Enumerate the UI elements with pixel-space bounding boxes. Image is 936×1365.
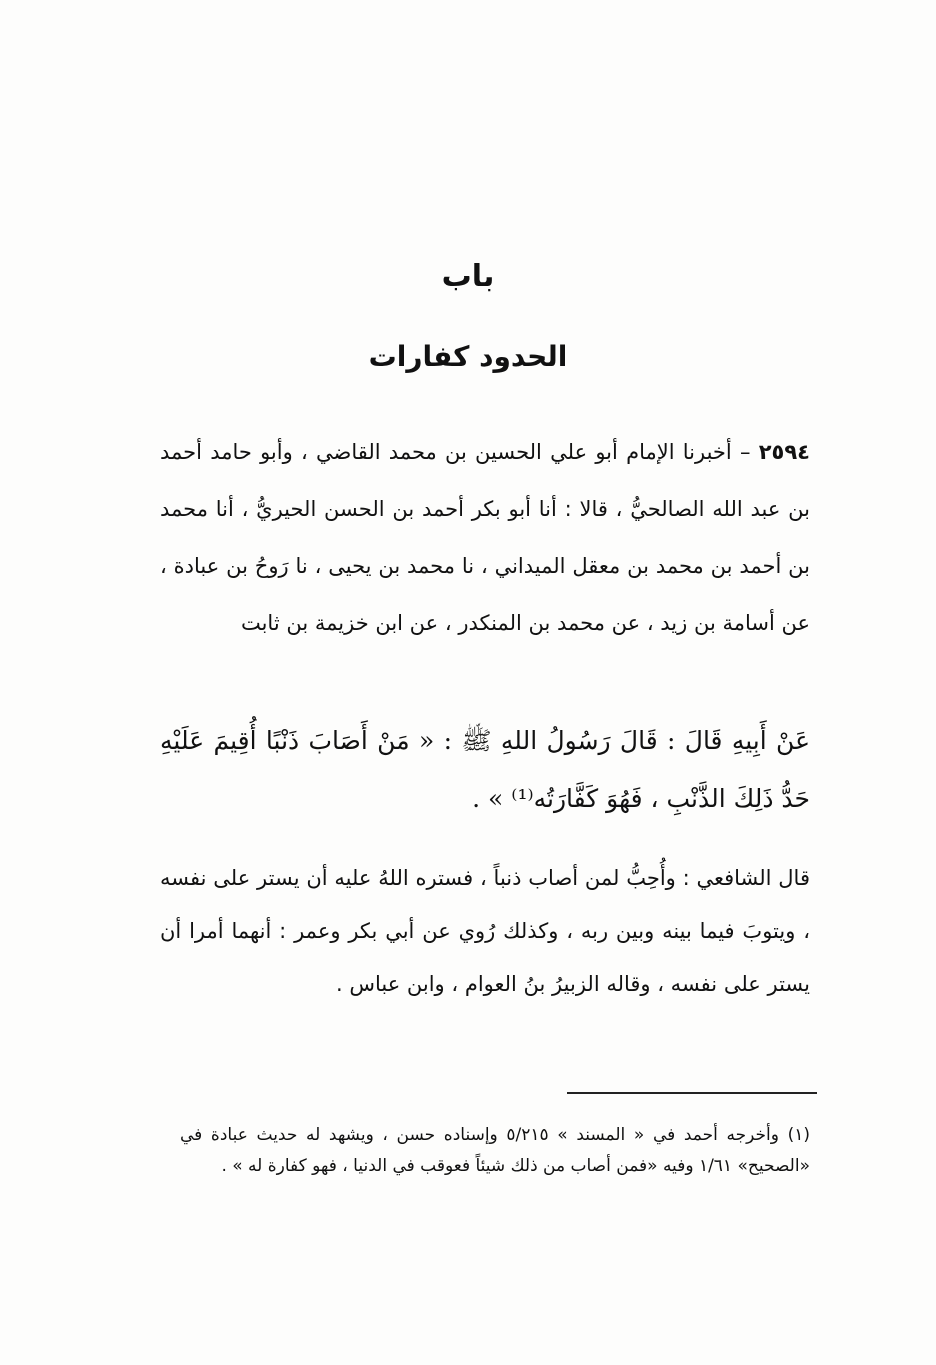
chapter-heading: باب [441, 259, 495, 294]
hadith-isnad-paragraph [160, 424, 810, 652]
footnote: (١) وأخرجه أحمد في « المسند » ٥/٢١٥ وإسناده حسن ، ويشهد له حديث عبادة في «الصحيح» ١/٦١ وفيه «فمن أصاب من ذلك شيئاً فعوقب في الدنيا ، فهو كفارة له » . [180, 1125, 810, 1176]
hadith-matn: عَنْ أَبِيهِ قَالَ : قَالَ رَسُولُ اللهِ ﷺ : « مَنْ أَصَابَ ذَنْبًا أُقِيمَ عَلَيْهِ حَدُّ ذَلِكَ الذَّنْبِ ، فَهُوَ كَفَّارَتُه⁽¹⁾ » . [160, 726, 810, 813]
footnote-divider [567, 1092, 817, 1094]
hadith-number: ٢٥٩٤ [758, 440, 810, 464]
shafii-commentary: قال الشافعي : وأُحِبُّ لمن أصاب ذنباً ، فستره اللهُ عليه أن يستر على نفسه ، ويتوبَ فيما بينه وبين ربه ، وكذلك رُوي عن أبي بكر وعمر : أنهما أمرا أن يستر على نفسه ، وقاله الزبيرُ بنُ العوام ، وابن عباس . [160, 866, 810, 996]
hadith-isnad-text: – أخبرنا الإمام أبو علي الحسين بن محمد القاضي ، وأبو حامد أحمد بن عبد الله الصالحيُّ ، قالا : أنا أبو بكر أحمد بن الحسن الحيريُّ ، أنا محمد بن أحمد بن محمد بن معقل الميداني ، نا محمد بن يحيى ، نا رَوحُ بن عبادة ، عن أسامة بن زيد ، عن محمد بن المنكدر ، عن ابن خزيمة بن ثابت [160, 440, 810, 635]
section-title: الحدود كفارات [368, 340, 568, 373]
